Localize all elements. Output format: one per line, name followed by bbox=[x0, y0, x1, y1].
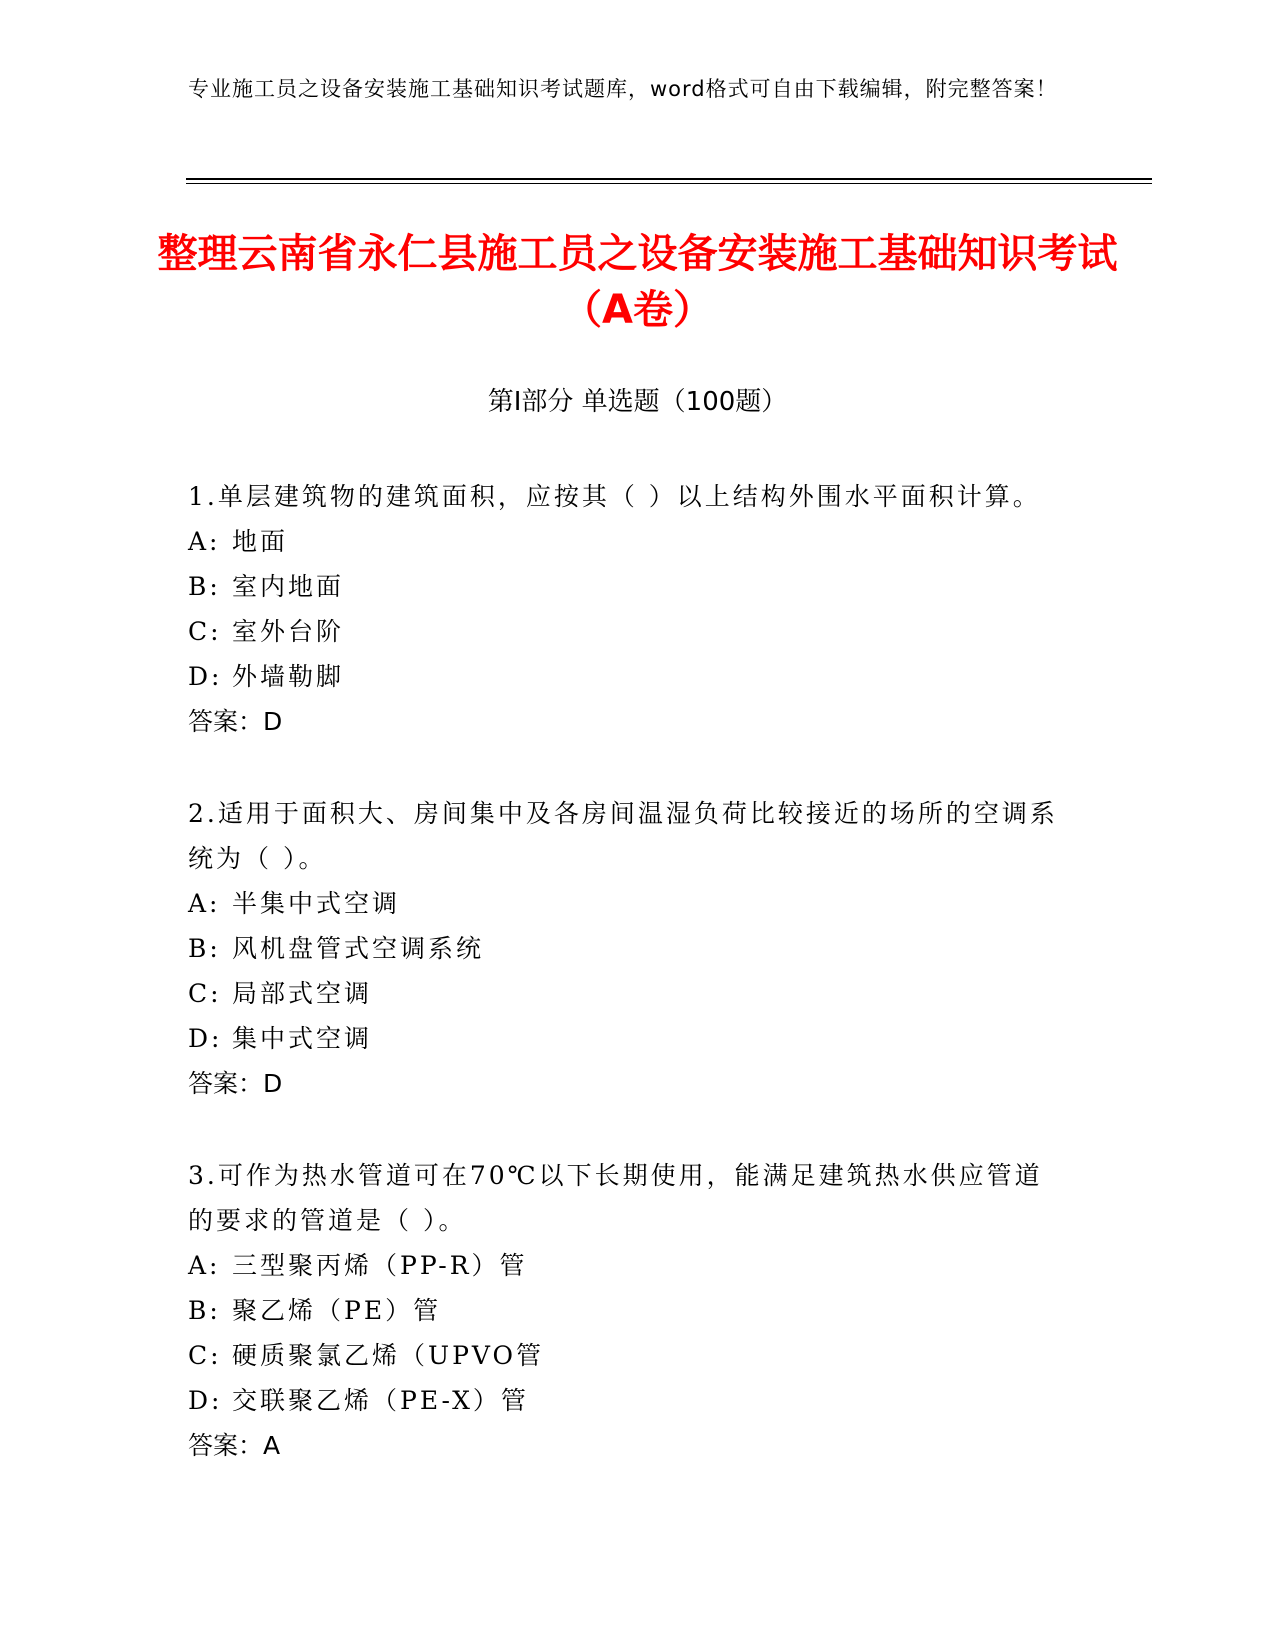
option-letter: B: bbox=[188, 1296, 221, 1325]
header-divider-thick bbox=[186, 178, 1152, 180]
option-letter: C: bbox=[188, 979, 222, 1008]
option-letter: D: bbox=[188, 662, 223, 691]
question-stem: 2.适用于面积大、房间集中及各房间温湿负荷比较接近的场所的空调系统为（ ）。 bbox=[188, 799, 1058, 873]
option-a bbox=[188, 1243, 1068, 1288]
option-text: 风机盘管式空调系统 bbox=[232, 934, 485, 963]
section-title: 第I部分 单选题（100题） bbox=[487, 387, 788, 417]
option-letter: D: bbox=[188, 1386, 223, 1415]
option-d bbox=[188, 1378, 1068, 1423]
header-divider-thin bbox=[186, 183, 1152, 184]
option-text: 三型聚丙烯（PP-R）管 bbox=[232, 1251, 528, 1280]
option-text: 聚乙烯（PE）管 bbox=[232, 1296, 442, 1325]
option-a bbox=[188, 881, 1068, 926]
option-d bbox=[188, 1016, 1068, 1061]
option-b bbox=[188, 926, 1068, 971]
option-c bbox=[188, 609, 1068, 654]
option-b bbox=[188, 564, 1068, 609]
answer-line: 答案：A bbox=[188, 1431, 281, 1460]
option-letter: C: bbox=[188, 1341, 222, 1370]
question-stem: 3.可作为热水管道可在70℃以下长期使用，能满足建筑热水供应管道的要求的管道是（ ）。 bbox=[188, 1161, 1043, 1235]
question-3 bbox=[188, 1153, 1068, 1468]
option-letter: B: bbox=[188, 572, 221, 601]
option-letter: A: bbox=[188, 527, 221, 556]
option-text: 硬质聚氯乙烯（UPVO管 bbox=[232, 1341, 545, 1370]
option-text: 交联聚乙烯（PE-X）管 bbox=[232, 1386, 529, 1415]
option-letter: A: bbox=[188, 889, 221, 918]
answer-line: 答案：D bbox=[188, 707, 283, 736]
option-text: 半集中式空调 bbox=[232, 889, 401, 918]
option-d bbox=[188, 654, 1068, 699]
question-stem: 1.单层建筑物的建筑面积，应按其（ ）以上结构外围水平面积计算。 bbox=[188, 482, 1041, 511]
option-a bbox=[188, 519, 1068, 564]
option-text: 室内地面 bbox=[232, 572, 345, 601]
option-text: 地面 bbox=[232, 527, 289, 556]
option-c bbox=[188, 971, 1068, 1016]
option-b bbox=[188, 1288, 1068, 1333]
option-letter: D: bbox=[188, 1024, 223, 1053]
question-1 bbox=[188, 474, 1068, 744]
option-text: 室外台阶 bbox=[232, 617, 345, 646]
option-letter: A: bbox=[188, 1251, 221, 1280]
option-text: 局部式空调 bbox=[232, 979, 373, 1008]
option-letter: B: bbox=[188, 934, 221, 963]
option-letter: C: bbox=[188, 617, 222, 646]
answer-line: 答案：D bbox=[188, 1069, 283, 1098]
option-text: 外墙勒脚 bbox=[232, 662, 345, 691]
header-note: 专业施工员之设备安装施工基础知识考试题库，word格式可自由下载编辑，附完整答案！ bbox=[188, 77, 1058, 101]
option-text: 集中式空调 bbox=[232, 1024, 373, 1053]
document-title: 整理云南省永仁县施工员之设备安装施工基础知识考试（A卷） bbox=[157, 231, 1118, 333]
question-2 bbox=[188, 791, 1068, 1106]
option-c bbox=[188, 1333, 1068, 1378]
